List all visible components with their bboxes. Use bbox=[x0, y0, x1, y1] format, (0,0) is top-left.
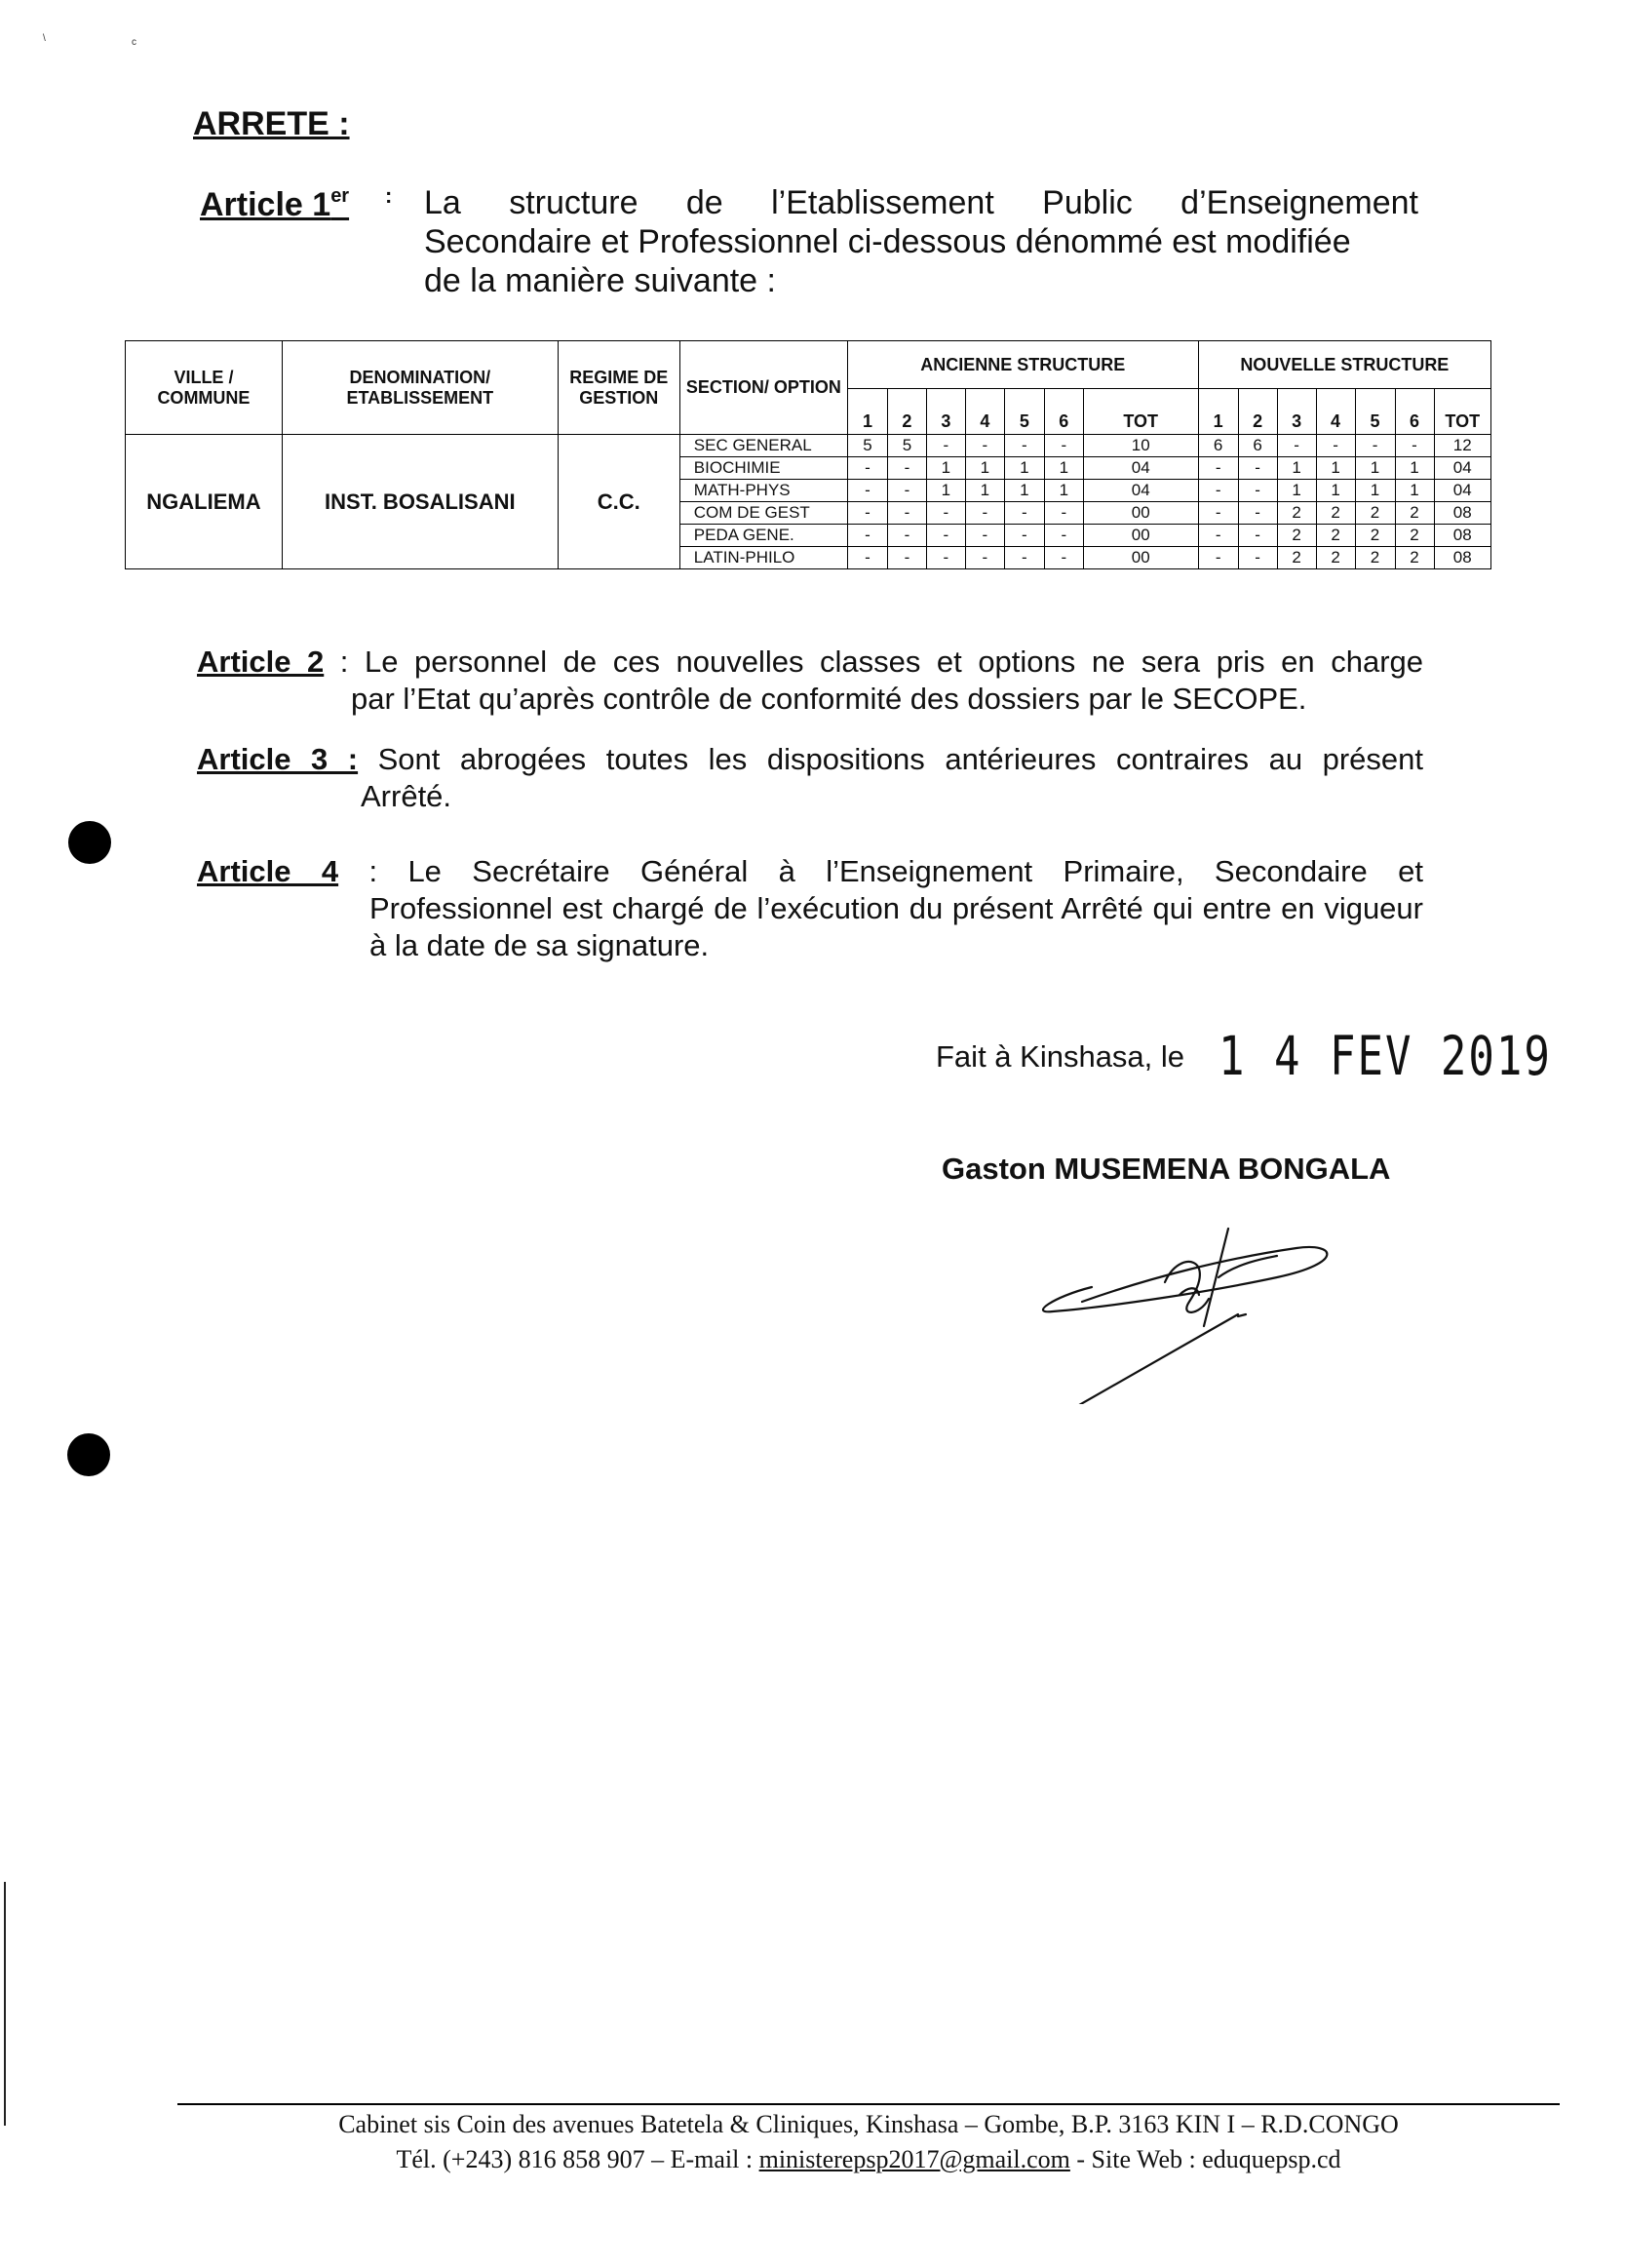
cell-nouvelle-value: 2 bbox=[1316, 547, 1355, 569]
cell-nouvelle-value: 2 bbox=[1316, 525, 1355, 547]
header-ville-commune: VILLE / COMMUNE bbox=[126, 341, 283, 435]
cell-ancienne-value: - bbox=[1044, 502, 1083, 525]
cell-ancienne-value: 1 bbox=[1004, 480, 1044, 502]
cell-nouvelle-value: 1 bbox=[1395, 480, 1434, 502]
cell-nouvelle-value: 08 bbox=[1434, 547, 1491, 569]
cell-ancienne-value: 1 bbox=[926, 480, 965, 502]
cell-ancienne-value: - bbox=[926, 502, 965, 525]
header-nouvelle-col: 3 bbox=[1277, 389, 1316, 435]
scan-edge-line bbox=[4, 1882, 6, 2126]
cell-ancienne-value: - bbox=[1044, 547, 1083, 569]
cell-section-option: BIOCHIMIE bbox=[679, 457, 847, 480]
cell-ancienne-value: 00 bbox=[1083, 502, 1198, 525]
cell-nouvelle-value: - bbox=[1198, 480, 1238, 502]
cell-nouvelle-value: 1 bbox=[1355, 457, 1395, 480]
table-body bbox=[126, 435, 1491, 569]
cell-section-option: MATH-PHYS bbox=[679, 480, 847, 502]
cell-nouvelle-value: 2 bbox=[1277, 502, 1316, 525]
cell-nouvelle-value: 1 bbox=[1277, 457, 1316, 480]
article-3-label: Article 3 : bbox=[197, 742, 359, 776]
cell-nouvelle-value: - bbox=[1198, 525, 1238, 547]
cell-nouvelle-value: 1 bbox=[1355, 480, 1395, 502]
cell-nouvelle-value: 2 bbox=[1355, 547, 1395, 569]
binder-hole-icon bbox=[67, 1433, 110, 1476]
article-4-text: : Le Secrétaire Général à l’Enseignement Primaire, Secondaire et bbox=[338, 854, 1423, 888]
article-2 bbox=[197, 644, 1423, 718]
scan-speck: \ bbox=[43, 33, 46, 44]
article-2-text: : Le personnel de ces nouvelles classes et options ne sera pris en charge bbox=[324, 645, 1423, 679]
cell-ancienne-value: - bbox=[847, 480, 887, 502]
article-2-label: Article 2 bbox=[197, 645, 325, 679]
article-1-text bbox=[424, 183, 1418, 300]
header-nouvelle-structure: NOUVELLE STRUCTURE bbox=[1198, 341, 1490, 389]
cell-ancienne-value: - bbox=[1004, 435, 1044, 457]
cell-nouvelle-value: 6 bbox=[1238, 435, 1277, 457]
header-nouvelle-col: 1 bbox=[1198, 389, 1238, 435]
table-row bbox=[126, 435, 1491, 457]
article-1-line: La structure de l’Etablissement Public d’Enseignement bbox=[424, 184, 1418, 221]
header-section-option: SECTION/ OPTION bbox=[679, 341, 847, 435]
cell-nouvelle-value: 2 bbox=[1277, 525, 1316, 547]
article-3-text: Sont abrogées toutes les dispositions antérieures contraires au présent bbox=[358, 742, 1423, 776]
header-nouvelle-col: 2 bbox=[1238, 389, 1277, 435]
footer-address: Cabinet sis Coin des avenues Batetela & Cliniques, Kinshasa – Gombe, B.P. 3163 KIN I – R.D.CONGO bbox=[338, 2110, 1399, 2138]
header-nouvelle-col: 5 bbox=[1355, 389, 1395, 435]
article-2-continuation: par l’Etat qu’après contrôle de conformité des dossiers par le SECOPE. bbox=[351, 682, 1307, 716]
header-nouvelle-col: TOT bbox=[1434, 389, 1491, 435]
cell-ancienne-value: - bbox=[887, 525, 926, 547]
cell-section-option: COM DE GEST bbox=[679, 502, 847, 525]
cell-ancienne-value: - bbox=[1044, 525, 1083, 547]
cell-ancienne-value: 04 bbox=[1083, 457, 1198, 480]
article-4-label: Article 4 bbox=[197, 854, 339, 888]
cell-ancienne-value: - bbox=[887, 547, 926, 569]
cell-ancienne-value: - bbox=[847, 457, 887, 480]
cell-nouvelle-value: 2 bbox=[1395, 547, 1434, 569]
cell-nouvelle-value: 08 bbox=[1434, 525, 1491, 547]
header-ancienne-col: 5 bbox=[1004, 389, 1044, 435]
cell-regime: C.C. bbox=[558, 435, 679, 569]
cell-nouvelle-value: 2 bbox=[1316, 502, 1355, 525]
cell-nouvelle-value: - bbox=[1198, 547, 1238, 569]
cell-etablissement: INST. BOSALISANI bbox=[282, 435, 558, 569]
article-1-line: de la manière suivante : bbox=[424, 262, 776, 299]
header-nouvelle-col: 4 bbox=[1316, 389, 1355, 435]
cell-nouvelle-value: - bbox=[1238, 457, 1277, 480]
cell-ancienne-value: - bbox=[965, 547, 1004, 569]
scan-speck: c bbox=[132, 37, 136, 48]
header-regime: REGIME DE GESTION bbox=[558, 341, 679, 435]
article-3 bbox=[197, 741, 1423, 815]
cell-section-option: PEDA GENE. bbox=[679, 525, 847, 547]
cell-ancienne-value: 00 bbox=[1083, 525, 1198, 547]
cell-nouvelle-value: 2 bbox=[1277, 547, 1316, 569]
footer-email-link[interactable]: ministerepsp2017@gmail.com bbox=[758, 2145, 1070, 2173]
cell-section-option: SEC GENERAL bbox=[679, 435, 847, 457]
cell-nouvelle-value: 2 bbox=[1355, 502, 1395, 525]
cell-ancienne-value: - bbox=[1004, 547, 1044, 569]
header-ancienne-structure: ANCIENNE STRUCTURE bbox=[847, 341, 1198, 389]
article-3-continuation: Arrêté. bbox=[361, 779, 452, 813]
cell-ancienne-value: 04 bbox=[1083, 480, 1198, 502]
header-denomination: DENOMINATION/ ETABLISSEMENT bbox=[282, 341, 558, 435]
signer-name: Gaston MUSEMENA BONGALA bbox=[942, 1152, 1391, 1186]
cell-ancienne-value: - bbox=[1004, 502, 1044, 525]
cell-ancienne-value: 1 bbox=[1044, 457, 1083, 480]
cell-nouvelle-value: - bbox=[1238, 480, 1277, 502]
article-4 bbox=[197, 853, 1423, 964]
place-and-date-label: Fait à Kinshasa, le bbox=[936, 1039, 1185, 1074]
structure-table bbox=[125, 340, 1491, 569]
cell-nouvelle-value: 04 bbox=[1434, 480, 1491, 502]
cell-nouvelle-value: 12 bbox=[1434, 435, 1491, 457]
cell-ancienne-value: - bbox=[965, 435, 1004, 457]
footer-contact: Tél. (+243) 816 858 907 – E-mail : ministerepsp2017@gmail.com - Site Web : eduquepsp.cd bbox=[396, 2145, 1341, 2173]
cell-nouvelle-value: 2 bbox=[1395, 525, 1434, 547]
header-ancienne-col: 4 bbox=[965, 389, 1004, 435]
cell-nouvelle-value: - bbox=[1238, 525, 1277, 547]
cell-nouvelle-value: 6 bbox=[1198, 435, 1238, 457]
header-ancienne-col: 6 bbox=[1044, 389, 1083, 435]
cell-nouvelle-value: - bbox=[1277, 435, 1316, 457]
footer-rule bbox=[177, 2103, 1560, 2105]
cell-ancienne-value: - bbox=[887, 457, 926, 480]
cell-section-option: LATIN-PHILO bbox=[679, 547, 847, 569]
cell-ancienne-value: - bbox=[926, 525, 965, 547]
cell-nouvelle-value: 08 bbox=[1434, 502, 1491, 525]
article-4-continuation: Professionnel est chargé de l’exécution du présent Arrêté qui entre en vigueur à la date de sa signature. bbox=[369, 891, 1423, 962]
cell-ancienne-value: - bbox=[926, 435, 965, 457]
article-1-colon: : bbox=[385, 183, 393, 208]
cell-ancienne-value: - bbox=[887, 502, 926, 525]
header-ancienne-col: TOT bbox=[1083, 389, 1198, 435]
header-ancienne-col: 2 bbox=[887, 389, 926, 435]
cell-nouvelle-value: 1 bbox=[1316, 457, 1355, 480]
cell-nouvelle-value: - bbox=[1395, 435, 1434, 457]
cell-ancienne-value: 10 bbox=[1083, 435, 1198, 457]
cell-nouvelle-value: 1 bbox=[1277, 480, 1316, 502]
date-stamp: 1 4 FEV 2019 bbox=[1219, 1026, 1552, 1088]
cell-ancienne-value: 1 bbox=[926, 457, 965, 480]
cell-nouvelle-value: - bbox=[1198, 502, 1238, 525]
article-1-label: Article 1er bbox=[200, 185, 350, 223]
cell-nouvelle-value: - bbox=[1238, 547, 1277, 569]
cell-ancienne-value: - bbox=[847, 547, 887, 569]
cell-ville-commune: NGALIEMA bbox=[126, 435, 283, 569]
document-heading: ARRETE : bbox=[193, 105, 350, 142]
cell-nouvelle-value: 04 bbox=[1434, 457, 1491, 480]
cell-ancienne-value: - bbox=[1044, 435, 1083, 457]
cell-ancienne-value: - bbox=[847, 525, 887, 547]
cell-nouvelle-value: - bbox=[1355, 435, 1395, 457]
cell-ancienne-value: 00 bbox=[1083, 547, 1198, 569]
cell-ancienne-value: 1 bbox=[1044, 480, 1083, 502]
cell-ancienne-value: 1 bbox=[965, 480, 1004, 502]
header-ancienne-col: 3 bbox=[926, 389, 965, 435]
cell-ancienne-value: 1 bbox=[965, 457, 1004, 480]
cell-ancienne-value: 5 bbox=[847, 435, 887, 457]
cell-nouvelle-value: 1 bbox=[1316, 480, 1355, 502]
signature-icon bbox=[1033, 1209, 1345, 1404]
article-1-superscript: er bbox=[330, 185, 350, 207]
cell-nouvelle-value: - bbox=[1316, 435, 1355, 457]
binder-hole-icon bbox=[68, 821, 111, 864]
cell-ancienne-value: - bbox=[926, 547, 965, 569]
article-1-line: Secondaire et Professionnel ci-dessous dénommé est modifiée bbox=[424, 223, 1351, 260]
cell-nouvelle-value: 1 bbox=[1395, 457, 1434, 480]
cell-ancienne-value: 1 bbox=[1004, 457, 1044, 480]
cell-ancienne-value: - bbox=[847, 502, 887, 525]
cell-ancienne-value: - bbox=[1004, 525, 1044, 547]
cell-nouvelle-value: 2 bbox=[1395, 502, 1434, 525]
cell-ancienne-value: - bbox=[965, 502, 1004, 525]
header-nouvelle-col: 6 bbox=[1395, 389, 1434, 435]
header-ancienne-col: 1 bbox=[847, 389, 887, 435]
cell-nouvelle-value: - bbox=[1198, 457, 1238, 480]
cell-ancienne-value: 5 bbox=[887, 435, 926, 457]
cell-ancienne-value: - bbox=[887, 480, 926, 502]
cell-nouvelle-value: 2 bbox=[1355, 525, 1395, 547]
cell-nouvelle-value: - bbox=[1238, 502, 1277, 525]
cell-ancienne-value: - bbox=[965, 525, 1004, 547]
